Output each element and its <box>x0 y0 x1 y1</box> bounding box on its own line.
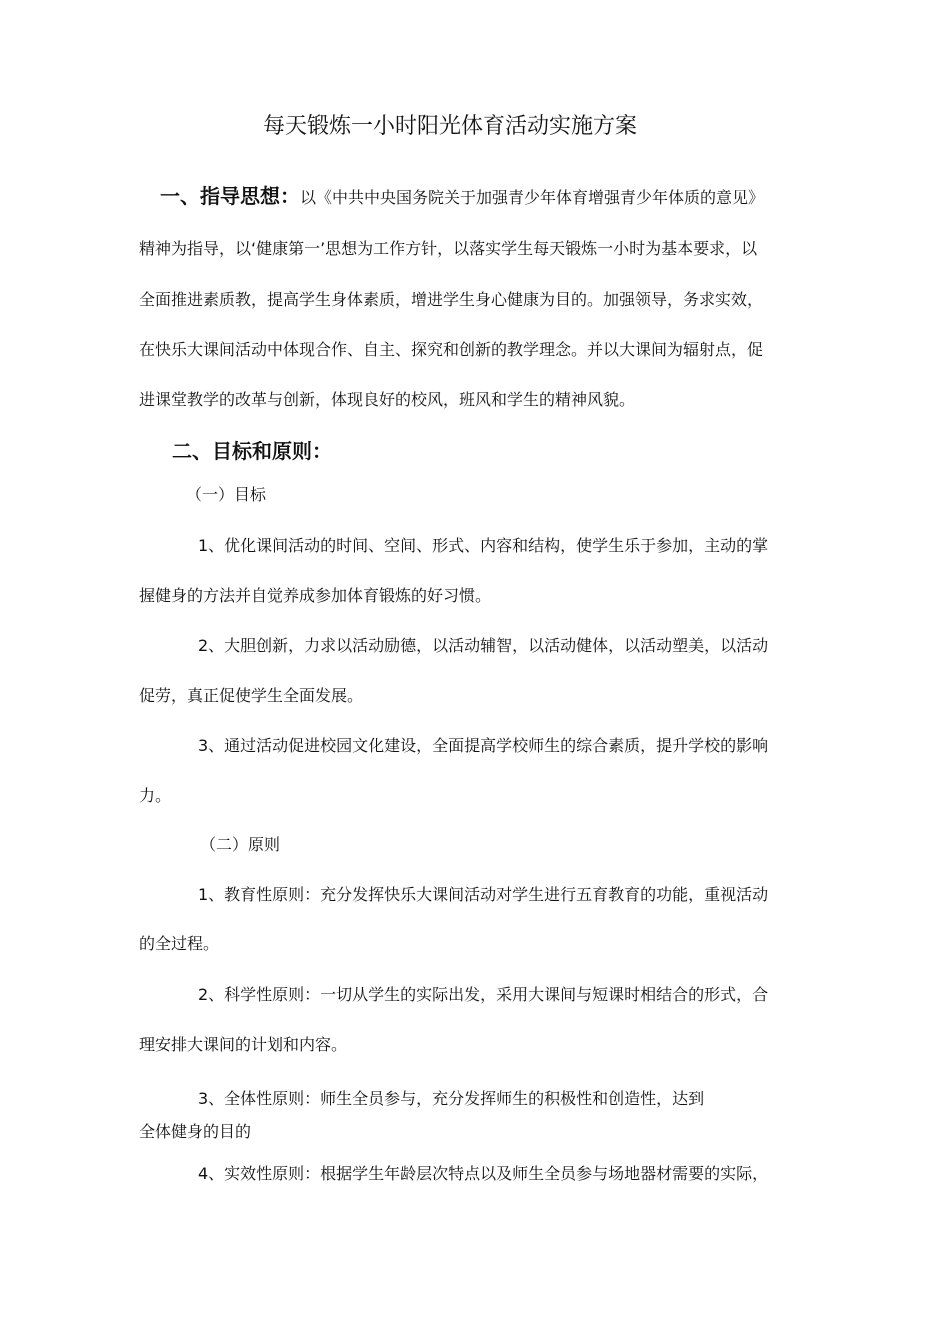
section1-line-3: 在快乐大课间活动中体现合作、自主、探究和创新的教学理念。并以大课间为辐射点，促 <box>139 340 764 359</box>
principle-1-line-1: 1、教育性原则：充分发挥快乐大课间活动对学生进行五育教育的功能，重视活动 <box>198 885 769 904</box>
document-title: 每天锻炼一小时阳光体育活动实施方案 <box>263 114 638 139</box>
goal-2-line-1: 2、大胆创新，力求以活动励德，以活动辅智，以活动健体，以活动塑美，以活动 <box>198 636 769 655</box>
principle-1-line-2: 的全过程。 <box>139 934 220 953</box>
sub1-heading: （一）目标 <box>186 485 267 504</box>
sub2-heading: （二）原则 <box>200 835 281 854</box>
principle-3-line-2: 全体健身的目的 <box>139 1122 252 1141</box>
goal-1-line-1: 1、优化课间活动的时间、空间、形式、内容和结构，使学生乐于参加，主动的掌 <box>198 536 769 555</box>
goal-1-line-2: 握健身的方法并自觉养成参加体育锻炼的好习惯。 <box>139 586 492 605</box>
principle-3-line-1: 3、全体性原则：师生全员参与，充分发挥师生的积极性和创造性，达到 <box>198 1089 705 1108</box>
principle-2-line-2: 理安排大课间的计划和内容。 <box>139 1035 348 1054</box>
principle-4-line-1: 4、实效性原则：根据学生年龄层次特点以及师生全员参与场地器材需要的实际， <box>198 1164 769 1183</box>
section1-line-1: 精神为指导，以‘健康第一’思想为工作方针，以落实学生每天锻炼一小时为基本要求，以 <box>139 239 758 258</box>
section1-first-line <box>160 186 764 208</box>
goal-3-line-2: 力。 <box>139 786 172 805</box>
goal-2-line-2: 促劳，真正促使学生全面发展。 <box>139 686 364 705</box>
section2-heading: 二、目标和原则： <box>172 439 332 463</box>
goal-3-line-1: 3、通过活动促进校园文化建设，全面提高学校师生的综合素质，提升学校的影响 <box>198 736 769 755</box>
section1-heading: 一、指导思想： <box>160 184 300 208</box>
section1-line-0: 以《中共中央国务院关于加强青少年体育增强青少年体质的意见》 <box>300 188 765 207</box>
principle-2-line-1: 2、科学性原则：一切从学生的实际出发，采用大课间与短课时相结合的形式，合 <box>198 985 769 1004</box>
section1-line-4: 进课堂教学的改革与创新，体现良好的校风，班风和学生的精神风貌。 <box>139 390 636 409</box>
section1-line-2: 全面推进素质教，提高学生身体素质，增进学生身心健康为目的。加强领导，务求实效， <box>139 290 764 309</box>
